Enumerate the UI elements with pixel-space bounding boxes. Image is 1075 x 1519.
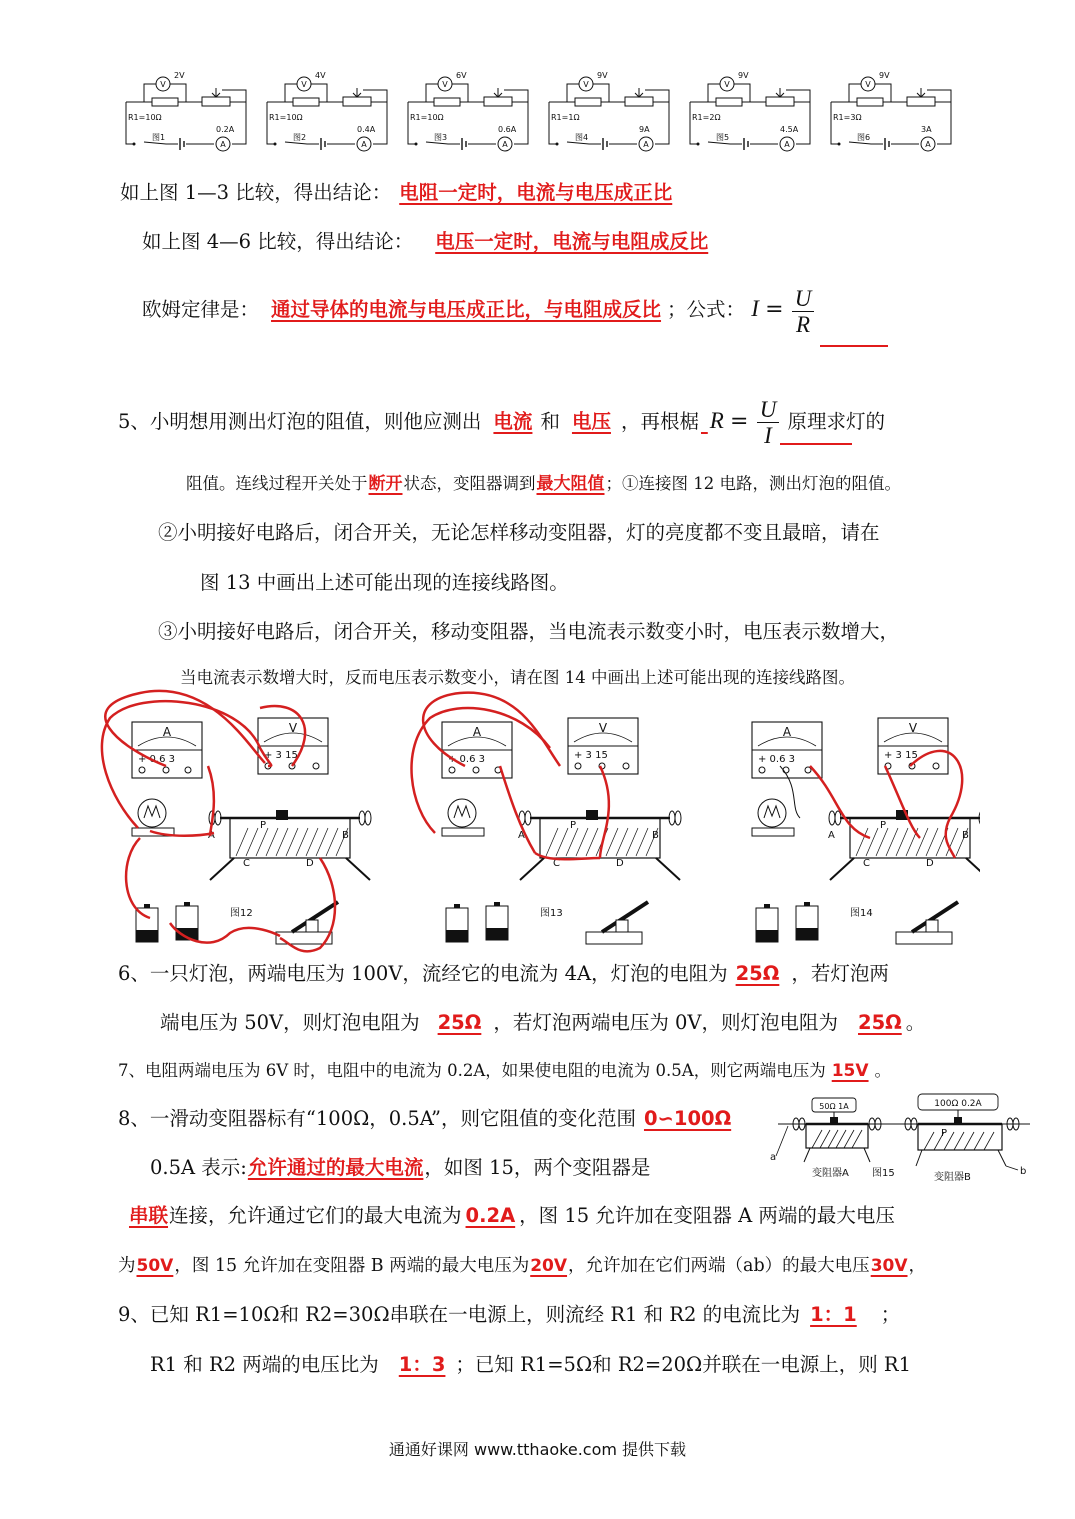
ammeter-label: A bbox=[472, 725, 482, 739]
svg-text:V: V bbox=[301, 80, 307, 89]
voltmeter-scale: + 3 15 bbox=[884, 750, 918, 761]
ohm-formula-underline bbox=[820, 345, 888, 347]
current-label: 0.2A bbox=[216, 125, 235, 134]
q5-line-4: 图 13 中画出上述可能出现的连接线路图。 bbox=[200, 571, 569, 594]
q8-line-3: 串联连接，允许通过它们的最大电流为 0.2A ，图 15 允许加在变阻器 A 两端的最大电压 bbox=[129, 1204, 895, 1227]
figure-label: 图1 bbox=[152, 133, 166, 142]
svg-text:P: P bbox=[941, 1128, 948, 1139]
q6-line-2: 端电压为 50V，则灯泡电阻为 25Ω ，若灯泡两端电压为 0V，则灯泡电阻为 25Ω 。 bbox=[160, 1011, 926, 1034]
rheostat-b-label: 变阻器B bbox=[934, 1172, 971, 1183]
lamp-icon bbox=[448, 799, 476, 827]
svg-text:D: D bbox=[926, 858, 934, 869]
q5-line-6: 当电流表示数增大时，反而电压表示数变小，请在图 14 中画出上述可能出现的连接线路图。 bbox=[180, 668, 855, 687]
ammeter-label: A bbox=[782, 725, 792, 739]
q5-line-1: 5、小明想用测出灯泡的阻值，则他应测出 电流 和 电压 ，再根椐 R = $\frac{U}{I}$ 原理求灯的 bbox=[118, 397, 886, 448]
svg-text:P: P bbox=[260, 820, 267, 831]
svg-text:V: V bbox=[724, 80, 730, 89]
svg-text:V: V bbox=[442, 80, 448, 89]
q8-line-4: 为50V，图 15 允许加在变阻器 B 两端的最大电压为20V，允许加在它们两端（ab）的最大电压30V， bbox=[118, 1256, 927, 1276]
svg-text:C: C bbox=[243, 858, 250, 869]
svg-text:B: B bbox=[342, 830, 349, 841]
rheostat-a bbox=[770, 1098, 900, 1179]
wire bbox=[208, 766, 214, 836]
voltage-label: 2V bbox=[174, 71, 185, 80]
q7-line: 7、电阻两端电压为 6V 时，电阻中的电流为 0.2A，如果使电阻的电流为 0.5A，则它两端电压为 15V 。 bbox=[118, 1061, 892, 1081]
resistor-label: R1=10Ω bbox=[128, 113, 162, 122]
ohm-law-line: 欧姆定律是： 通过导体的电流与电压成正比，与电阻成反比 ；公式： I = $\frac{U}{R}$ bbox=[142, 285, 816, 336]
figure-15-caption: 图15 bbox=[872, 1168, 895, 1179]
q6-answer-2: 25Ω bbox=[437, 1011, 482, 1034]
panel-figure-label: 图12 bbox=[230, 908, 253, 919]
q8-answer-volt-ab: 30V bbox=[870, 1256, 908, 1276]
svg-text:B: B bbox=[652, 830, 659, 841]
q8-line-1: 8、一滑动变阻器标有“100Ω，0.5A”，则它阻值的变化范围 0∽100Ω bbox=[118, 1107, 732, 1130]
voltmeter-scale: + 3 15 bbox=[264, 750, 298, 761]
q5-formula-fraction: $\frac{U}{I}$ bbox=[757, 397, 780, 448]
q6-line-1: 6、一只灯泡，两端电压为 100V，流经它的电流为 4A，灯泡的电阻为 25Ω ，若灯泡两 bbox=[118, 962, 889, 985]
q8-answer-volt-b: 20V bbox=[530, 1256, 568, 1276]
page-footer: 通通好课网 www.tthaoke.com 提供下载 bbox=[388, 1440, 687, 1459]
ammeter-scale: + 0.6 3 bbox=[138, 754, 176, 765]
voltage-label: 6V bbox=[456, 71, 467, 80]
current-label: 4.5A bbox=[780, 125, 799, 134]
circuit-figure bbox=[267, 71, 387, 151]
q9-line-2: R1 和 R2 两端的电压比为 1：3 ；已知 R1=5Ω和 R2=20Ω并联在一电源上，则 R1 bbox=[150, 1353, 912, 1376]
figure-label: 图4 bbox=[575, 133, 589, 142]
svg-text:A: A bbox=[925, 140, 931, 149]
current-label: 0.6A bbox=[498, 125, 517, 134]
circuit-figure bbox=[408, 71, 528, 151]
lamp-icon bbox=[138, 799, 166, 827]
conclusion-1: 如上图 1—3 比较，得出结论： 电阻一定时，电流与电压成正比 bbox=[120, 180, 700, 206]
svg-text:B: B bbox=[962, 830, 969, 841]
svg-text:A: A bbox=[643, 140, 649, 149]
circuit-panels bbox=[80, 688, 980, 958]
circuit-panel bbox=[442, 718, 681, 944]
figure-label: 图5 bbox=[716, 133, 730, 142]
q5-line-5: ③小明接好电路后，闭合开关，移动变阻器，当电流表示数变小时，电压表示数增大， bbox=[158, 620, 900, 643]
svg-text:a: a bbox=[770, 1152, 777, 1163]
q6-answer-1: 25Ω bbox=[735, 962, 780, 985]
rheostat-a-tag: 50Ω 1A bbox=[819, 1102, 849, 1111]
ohm-law-answer: 通过导体的电流与电压成正比，与电阻成反比 bbox=[271, 298, 662, 321]
rheostat-b bbox=[900, 1094, 1030, 1183]
q5-answer-voltage: 电压 bbox=[571, 410, 611, 433]
q8-answer-meaning: 允许通过的最大电流 bbox=[247, 1156, 424, 1179]
figure-label: 图3 bbox=[434, 133, 448, 142]
svg-text:b: b bbox=[1020, 1166, 1027, 1177]
q5-line-3: ②小明接好电路后，闭合开关，无论怎样移动变阻器，灯的亮度都不变且最暗，请在 bbox=[158, 521, 880, 544]
figure-label: 图2 bbox=[293, 133, 307, 142]
voltage-label: 9V bbox=[738, 71, 749, 80]
svg-text:A: A bbox=[828, 830, 835, 841]
resistor-label: R1=1Ω bbox=[551, 113, 580, 122]
q9-answer-voltage-ratio: 1：3 bbox=[398, 1353, 446, 1376]
resistor-label: R1=3Ω bbox=[833, 113, 862, 122]
voltage-label: 4V bbox=[315, 71, 326, 80]
switch-icon bbox=[586, 932, 642, 944]
q5-line-2: 阻值。连线过程开关处于断开状态，变阻器调到最大阻值；①连接图 12 电路，测出灯泡的阻值。 bbox=[186, 474, 901, 494]
svg-text:C: C bbox=[553, 858, 560, 869]
svg-text:D: D bbox=[616, 858, 624, 869]
voltmeter-label: V bbox=[908, 721, 918, 735]
rheostat-b-tag: 100Ω 0.2A bbox=[934, 1099, 982, 1109]
circuit-figure bbox=[549, 71, 669, 151]
svg-text:A: A bbox=[784, 140, 790, 149]
q5-formula-underline bbox=[780, 443, 852, 445]
resistor-label: R1=2Ω bbox=[692, 113, 721, 122]
current-label: 9A bbox=[639, 125, 650, 134]
circuit-figures-row bbox=[118, 68, 958, 160]
voltmeter-label: V bbox=[288, 721, 298, 735]
ohm-formula-fraction: $\frac{U}{R}$ bbox=[792, 286, 815, 337]
q8-answer-series: 串联 bbox=[129, 1204, 169, 1227]
circuit-figure bbox=[831, 71, 951, 151]
svg-text:A: A bbox=[208, 830, 215, 841]
figure-label: 图6 bbox=[857, 133, 871, 142]
svg-text:P: P bbox=[880, 820, 887, 831]
ammeter-label: A bbox=[162, 725, 172, 739]
svg-text:V: V bbox=[865, 80, 871, 89]
q7-answer: 15V bbox=[831, 1061, 869, 1081]
svg-text:A: A bbox=[502, 140, 508, 149]
q8-answer-range: 0∽100Ω bbox=[643, 1107, 732, 1130]
q6-answer-3: 25Ω bbox=[858, 1011, 902, 1034]
svg-text:V: V bbox=[160, 80, 166, 89]
current-label: 0.4A bbox=[357, 125, 376, 134]
svg-text:P: P bbox=[570, 820, 577, 831]
panel-figure-label: 图13 bbox=[540, 908, 563, 919]
svg-text:C: C bbox=[863, 858, 870, 869]
voltage-label: 9V bbox=[879, 71, 890, 80]
q8-line-2: 0.5A 表示:允许通过的最大电流，如图 15，两个变阻器是 bbox=[150, 1156, 651, 1179]
svg-text:D: D bbox=[306, 858, 314, 869]
voltmeter-scale: + 3 15 bbox=[574, 750, 608, 761]
ohm-formula-lhs: I bbox=[751, 296, 759, 321]
resistor-label: R1=10Ω bbox=[410, 113, 444, 122]
q8-answer-max-current: 0.2A bbox=[465, 1204, 516, 1227]
q5-answer-current: 电流 bbox=[493, 410, 533, 433]
rheostat-a-label: 变阻器A bbox=[812, 1168, 849, 1179]
panel-figure-label: 图14 bbox=[850, 908, 873, 919]
q5-answer-switch-open: 断开 bbox=[368, 474, 403, 494]
ammeter-scale: + 0.6 3 bbox=[758, 754, 796, 765]
conclusion-2: 如上图 4—6 比较，得出结论： 电压一定时，电流与电阻成反比 bbox=[142, 229, 738, 255]
resistor-label: R1=10Ω bbox=[269, 113, 303, 122]
switch-icon bbox=[896, 932, 952, 944]
conclusion-2-answer: 电压一定时，电流与电阻成反比 bbox=[435, 230, 709, 253]
q9-line-1: 9、已知 R1=10Ω和 R2=30Ω串联在一电源上，则流经 R1 和 R2 的电流比为 1：1 ； bbox=[118, 1303, 901, 1326]
q8-answer-volt-a: 50V bbox=[136, 1256, 174, 1276]
ammeter-scale: + 0.6 3 bbox=[448, 754, 486, 765]
voltage-label: 9V bbox=[597, 71, 608, 80]
current-label: 3A bbox=[921, 125, 932, 134]
q5-answer-max-resistance: 最大阻值 bbox=[536, 474, 605, 494]
lamp-icon bbox=[758, 799, 786, 827]
voltmeter-label: V bbox=[598, 721, 608, 735]
svg-text:V: V bbox=[583, 80, 589, 89]
svg-text:A: A bbox=[518, 830, 525, 841]
conclusion-1-answer: 电阻一定时，电流与电压成正比 bbox=[399, 181, 673, 204]
circuit-figure bbox=[126, 71, 246, 151]
figure-15 bbox=[768, 1090, 1068, 1188]
svg-text:A: A bbox=[220, 140, 226, 149]
svg-text:A: A bbox=[361, 140, 367, 149]
circuit-figure bbox=[690, 71, 810, 151]
q9-answer-current-ratio: 1：1 bbox=[810, 1303, 857, 1326]
